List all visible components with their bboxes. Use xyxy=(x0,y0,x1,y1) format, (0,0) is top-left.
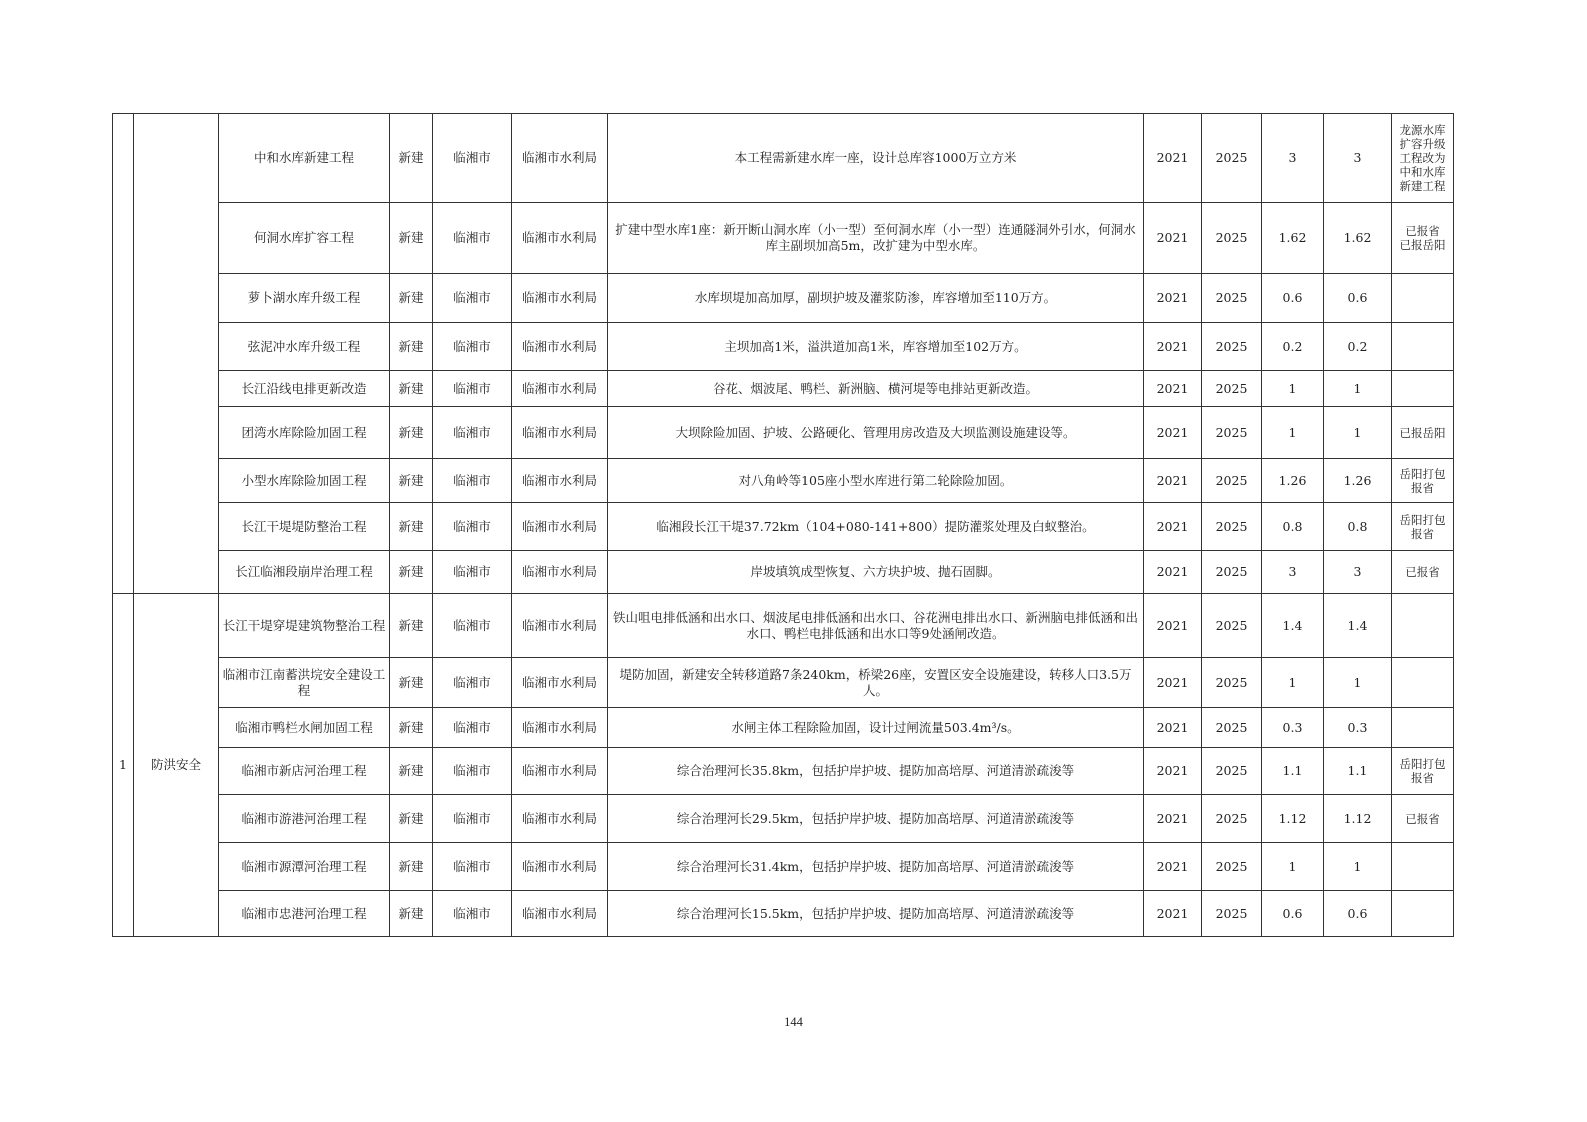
project-name-cell: 临湘市游港河治理工程 xyxy=(219,795,390,843)
planned-investment-cell: 1.62 xyxy=(1324,203,1392,274)
end-year-cell: 2025 xyxy=(1202,114,1262,203)
content-cell: 综合治理河长15.5km，包括护岸护坡、提防加高培厚、河道清淤疏浚等 xyxy=(608,891,1144,937)
end-year-cell: 2025 xyxy=(1202,658,1262,708)
build-type-cell: 新建 xyxy=(390,891,433,937)
content-cell: 铁山咀电排低涵和出水口、烟波尾电排低涵和出水口、谷花洲电排出水口、新洲脑电排低涵和出水口、鸭栏电排低涵和出水口等9处涵闸改造。 xyxy=(608,594,1144,658)
planned-investment-cell: 3 xyxy=(1324,551,1392,594)
planned-investment-cell: 0.3 xyxy=(1324,708,1392,748)
unit-cell: 临湘市水利局 xyxy=(512,748,608,795)
unit-cell: 临湘市水利局 xyxy=(512,658,608,708)
note-cell xyxy=(1392,371,1454,407)
planned-investment-cell: 0.6 xyxy=(1324,274,1392,323)
note-cell xyxy=(1392,891,1454,937)
start-year-cell: 2021 xyxy=(1144,503,1202,551)
content-cell: 堤防加固，新建安全转移道路7条240km，桥梁26座，安置区安全设施建设，转移人口3.5万人。 xyxy=(608,658,1144,708)
end-year-cell: 2025 xyxy=(1202,748,1262,795)
start-year-cell: 2021 xyxy=(1144,843,1202,891)
end-year-cell: 2025 xyxy=(1202,371,1262,407)
location-cell: 临湘市 xyxy=(433,371,512,407)
start-year-cell: 2021 xyxy=(1144,371,1202,407)
group-seq-cell: 1 xyxy=(113,594,134,937)
content-cell: 岸坡填筑成型恢复、六方块护坡、抛石固脚。 xyxy=(608,551,1144,594)
project-name-cell: 小型水库除险加固工程 xyxy=(219,459,390,503)
unit-cell: 临湘市水利局 xyxy=(512,323,608,371)
total-investment-cell: 1.12 xyxy=(1262,795,1324,843)
start-year-cell: 2021 xyxy=(1144,459,1202,503)
group-category-cell: 防洪安全 xyxy=(134,594,219,937)
unit-cell: 临湘市水利局 xyxy=(512,459,608,503)
unit-cell: 临湘市水利局 xyxy=(512,891,608,937)
note-cell: 岳阳打包报省 xyxy=(1392,748,1454,795)
table-row xyxy=(113,708,1454,748)
unit-cell: 临湘市水利局 xyxy=(512,843,608,891)
build-type-cell: 新建 xyxy=(390,708,433,748)
build-type-cell: 新建 xyxy=(390,594,433,658)
table-row xyxy=(113,795,1454,843)
table-row xyxy=(113,891,1454,937)
project-name-cell: 团湾水库除险加固工程 xyxy=(219,407,390,459)
start-year-cell: 2021 xyxy=(1144,323,1202,371)
planned-investment-cell: 1.12 xyxy=(1324,795,1392,843)
planned-investment-cell: 1.1 xyxy=(1324,748,1392,795)
location-cell: 临湘市 xyxy=(433,795,512,843)
content-cell: 综合治理河长29.5km，包括护岸护坡、提防加高培厚、河道清淤疏浚等 xyxy=(608,795,1144,843)
start-year-cell: 2021 xyxy=(1144,658,1202,708)
note-cell xyxy=(1392,274,1454,323)
location-cell: 临湘市 xyxy=(433,459,512,503)
location-cell: 临湘市 xyxy=(433,203,512,274)
table-body xyxy=(113,114,1454,937)
note-cell: 已报岳阳 xyxy=(1392,407,1454,459)
content-cell: 本工程需新建水库一座，设计总库容1000万立方米 xyxy=(608,114,1144,203)
total-investment-cell: 0.6 xyxy=(1262,891,1324,937)
start-year-cell: 2021 xyxy=(1144,748,1202,795)
note-cell xyxy=(1392,843,1454,891)
planned-investment-cell: 0.6 xyxy=(1324,891,1392,937)
project-name-cell: 临湘市源潭河治理工程 xyxy=(219,843,390,891)
end-year-cell: 2025 xyxy=(1202,843,1262,891)
planned-investment-cell: 1 xyxy=(1324,843,1392,891)
content-cell: 水闸主体工程除险加固，设计过闸流量503.4m³/s。 xyxy=(608,708,1144,748)
note-cell: 已报省 已报岳阳 xyxy=(1392,203,1454,274)
build-type-cell: 新建 xyxy=(390,114,433,203)
start-year-cell: 2021 xyxy=(1144,274,1202,323)
build-type-cell: 新建 xyxy=(390,371,433,407)
start-year-cell: 2021 xyxy=(1144,795,1202,843)
build-type-cell: 新建 xyxy=(390,551,433,594)
note-cell xyxy=(1392,323,1454,371)
planned-investment-cell: 1.4 xyxy=(1324,594,1392,658)
end-year-cell: 2025 xyxy=(1202,891,1262,937)
content-cell: 谷花、烟波尾、鸭栏、新洲脑、横河堤等电排站更新改造。 xyxy=(608,371,1144,407)
location-cell: 临湘市 xyxy=(433,708,512,748)
end-year-cell: 2025 xyxy=(1202,407,1262,459)
content-cell: 水库坝堤加高加厚，副坝护坡及灌浆防渗，库容增加至110万方。 xyxy=(608,274,1144,323)
total-investment-cell: 1.26 xyxy=(1262,459,1324,503)
start-year-cell: 2021 xyxy=(1144,203,1202,274)
table-row xyxy=(113,594,1454,658)
note-cell: 已报省 xyxy=(1392,795,1454,843)
note-cell: 岳阳打包报省 xyxy=(1392,503,1454,551)
location-cell: 临湘市 xyxy=(433,274,512,323)
table-row xyxy=(113,551,1454,594)
build-type-cell: 新建 xyxy=(390,459,433,503)
location-cell: 临湘市 xyxy=(433,407,512,459)
table-row xyxy=(113,503,1454,551)
table-row xyxy=(113,748,1454,795)
planned-investment-cell: 3 xyxy=(1324,114,1392,203)
build-type-cell: 新建 xyxy=(390,503,433,551)
project-name-cell: 长江沿线电排更新改造 xyxy=(219,371,390,407)
build-type-cell: 新建 xyxy=(390,748,433,795)
start-year-cell: 2021 xyxy=(1144,594,1202,658)
location-cell: 临湘市 xyxy=(433,843,512,891)
unit-cell: 临湘市水利局 xyxy=(512,203,608,274)
unit-cell: 临湘市水利局 xyxy=(512,407,608,459)
start-year-cell: 2021 xyxy=(1144,114,1202,203)
total-investment-cell: 1 xyxy=(1262,843,1324,891)
end-year-cell: 2025 xyxy=(1202,274,1262,323)
planned-investment-cell: 1 xyxy=(1324,658,1392,708)
location-cell: 临湘市 xyxy=(433,551,512,594)
unit-cell: 临湘市水利局 xyxy=(512,371,608,407)
build-type-cell: 新建 xyxy=(390,658,433,708)
build-type-cell: 新建 xyxy=(390,274,433,323)
unit-cell: 临湘市水利局 xyxy=(512,594,608,658)
unit-cell: 临湘市水利局 xyxy=(512,274,608,323)
project-name-cell: 中和水库新建工程 xyxy=(219,114,390,203)
group-category-cell xyxy=(134,114,219,594)
table-row xyxy=(113,658,1454,708)
location-cell: 临湘市 xyxy=(433,594,512,658)
end-year-cell: 2025 xyxy=(1202,708,1262,748)
build-type-cell: 新建 xyxy=(390,203,433,274)
table-row xyxy=(113,371,1454,407)
location-cell: 临湘市 xyxy=(433,891,512,937)
project-name-cell: 临湘市江南蓄洪垸安全建设工程 xyxy=(219,658,390,708)
project-name-cell: 临湘市新店河治理工程 xyxy=(219,748,390,795)
build-type-cell: 新建 xyxy=(390,843,433,891)
location-cell: 临湘市 xyxy=(433,748,512,795)
planned-investment-cell: 0.2 xyxy=(1324,323,1392,371)
end-year-cell: 2025 xyxy=(1202,795,1262,843)
project-table xyxy=(112,113,1454,937)
table-row xyxy=(113,459,1454,503)
content-cell: 临湘段长江干堤37.72km（104+080-141+800）提防灌浆处理及白蚁整治。 xyxy=(608,503,1144,551)
table-row xyxy=(113,274,1454,323)
end-year-cell: 2025 xyxy=(1202,503,1262,551)
project-name-cell: 萝卜湖水库升级工程 xyxy=(219,274,390,323)
build-type-cell: 新建 xyxy=(390,323,433,371)
unit-cell: 临湘市水利局 xyxy=(512,114,608,203)
unit-cell: 临湘市水利局 xyxy=(512,551,608,594)
content-cell: 综合治理河长35.8km，包括护岸护坡、提防加高培厚、河道清淤疏浚等 xyxy=(608,748,1144,795)
table-row xyxy=(113,203,1454,274)
location-cell: 临湘市 xyxy=(433,503,512,551)
total-investment-cell: 0.2 xyxy=(1262,323,1324,371)
end-year-cell: 2025 xyxy=(1202,459,1262,503)
start-year-cell: 2021 xyxy=(1144,708,1202,748)
total-investment-cell: 1 xyxy=(1262,658,1324,708)
planned-investment-cell: 0.8 xyxy=(1324,503,1392,551)
location-cell: 临湘市 xyxy=(433,658,512,708)
content-cell: 对八角岭等105座小型水库进行第二轮除险加固。 xyxy=(608,459,1144,503)
table-row xyxy=(113,323,1454,371)
total-investment-cell: 1 xyxy=(1262,407,1324,459)
table-row xyxy=(113,843,1454,891)
total-investment-cell: 1.62 xyxy=(1262,203,1324,274)
planned-investment-cell: 1.26 xyxy=(1324,459,1392,503)
note-cell xyxy=(1392,658,1454,708)
note-cell xyxy=(1392,594,1454,658)
content-cell: 主坝加高1米，溢洪道加高1米，库容增加至102万方。 xyxy=(608,323,1144,371)
project-name-cell: 临湘市忠港河治理工程 xyxy=(219,891,390,937)
project-name-cell: 何洞水库扩容工程 xyxy=(219,203,390,274)
project-name-cell: 临湘市鸭栏水闸加固工程 xyxy=(219,708,390,748)
note-cell xyxy=(1392,708,1454,748)
total-investment-cell: 0.8 xyxy=(1262,503,1324,551)
end-year-cell: 2025 xyxy=(1202,323,1262,371)
page-number: 144 xyxy=(784,1015,803,1029)
note-cell: 龙源水库扩容升级工程改为中和水库新建工程 xyxy=(1392,114,1454,203)
note-cell: 岳阳打包报省 xyxy=(1392,459,1454,503)
unit-cell: 临湘市水利局 xyxy=(512,503,608,551)
end-year-cell: 2025 xyxy=(1202,551,1262,594)
build-type-cell: 新建 xyxy=(390,407,433,459)
unit-cell: 临湘市水利局 xyxy=(512,795,608,843)
project-name-cell: 长江临湘段崩岸治理工程 xyxy=(219,551,390,594)
table-row xyxy=(113,407,1454,459)
start-year-cell: 2021 xyxy=(1144,407,1202,459)
location-cell: 临湘市 xyxy=(433,114,512,203)
total-investment-cell: 1.1 xyxy=(1262,748,1324,795)
planned-investment-cell: 1 xyxy=(1324,371,1392,407)
start-year-cell: 2021 xyxy=(1144,551,1202,594)
end-year-cell: 2025 xyxy=(1202,594,1262,658)
unit-cell: 临湘市水利局 xyxy=(512,708,608,748)
total-investment-cell: 3 xyxy=(1262,114,1324,203)
content-cell: 综合治理河长31.4km，包括护岸护坡、提防加高培厚、河道清淤疏浚等 xyxy=(608,843,1144,891)
total-investment-cell: 1 xyxy=(1262,371,1324,407)
build-type-cell: 新建 xyxy=(390,795,433,843)
total-investment-cell: 0.3 xyxy=(1262,708,1324,748)
total-investment-cell: 1.4 xyxy=(1262,594,1324,658)
total-investment-cell: 3 xyxy=(1262,551,1324,594)
table-row xyxy=(113,114,1454,203)
planned-investment-cell: 1 xyxy=(1324,407,1392,459)
start-year-cell: 2021 xyxy=(1144,891,1202,937)
project-name-cell: 长江干堤穿堤建筑物整治工程 xyxy=(219,594,390,658)
content-cell: 大坝除险加固、护坡、公路硬化、管理用房改造及大坝监测设施建设等。 xyxy=(608,407,1144,459)
project-name-cell: 长江干堤堤防整治工程 xyxy=(219,503,390,551)
group-seq-cell xyxy=(113,114,134,594)
project-name-cell: 弦泥冲水库升级工程 xyxy=(219,323,390,371)
content-cell: 扩建中型水库1座：新开断山洞水库（小一型）至何洞水库（小一型）连通隧洞外引水，何洞水库主副坝加高5m，改扩建为中型水库。 xyxy=(608,203,1144,274)
end-year-cell: 2025 xyxy=(1202,203,1262,274)
note-cell: 已报省 xyxy=(1392,551,1454,594)
total-investment-cell: 0.6 xyxy=(1262,274,1324,323)
location-cell: 临湘市 xyxy=(433,323,512,371)
